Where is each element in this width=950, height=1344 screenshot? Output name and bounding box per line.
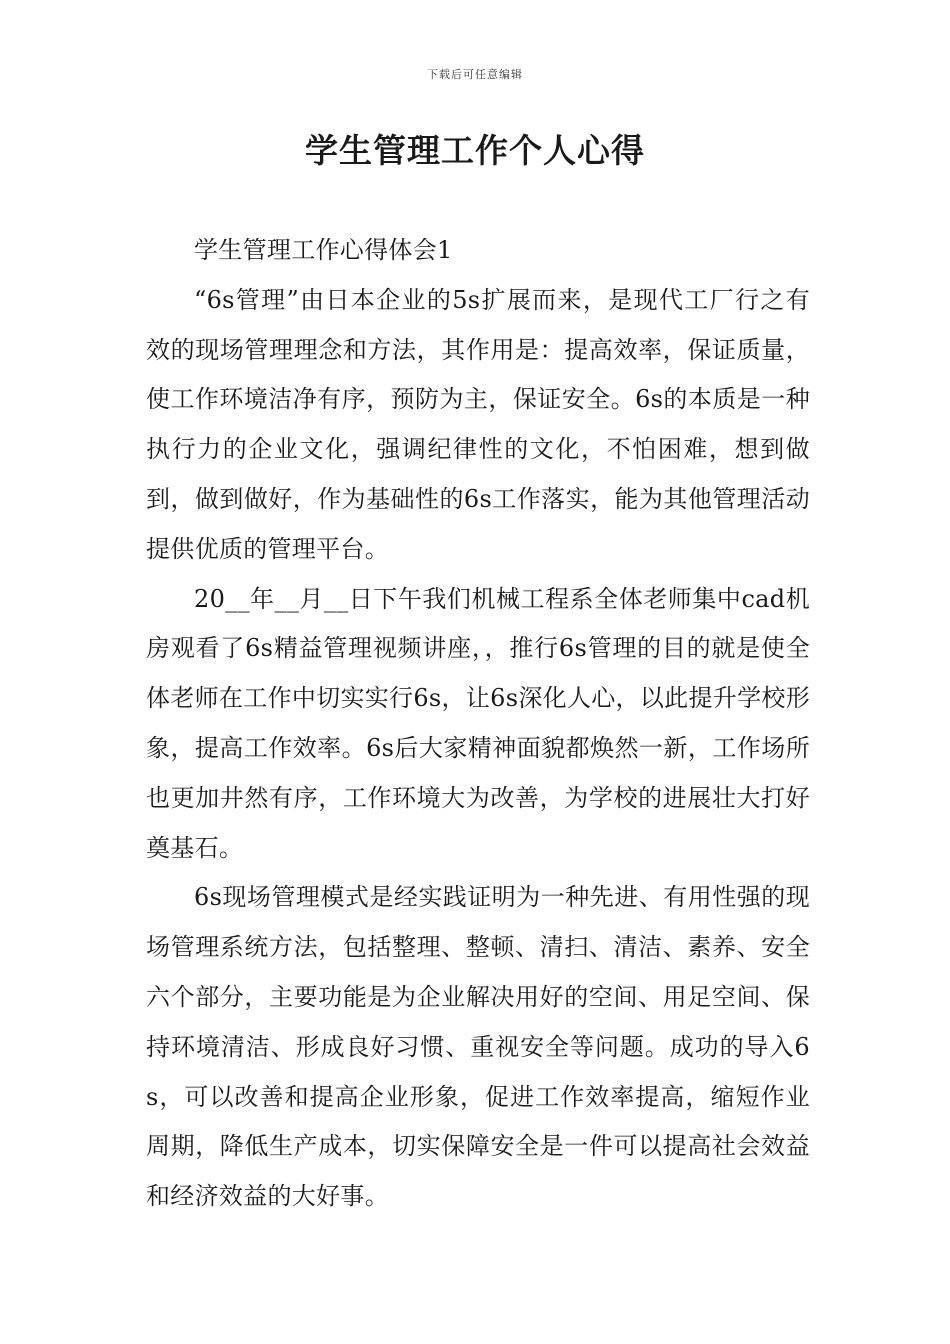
paragraph: 20__年__月__日下午我们机械工程系全体老师集中cad机房观看了6s精益管理视频讲座，，推行6s管理的目的就是使全体老师在工作中切实实行6s，让6s深化人心，以此提升学校形象，提高工作效率。6s后大家精神面貌都焕然一新，工作场所也更加井然有序，工作环境大为改善，为学校的进展壮大打好奠基石。 <box>146 584 810 862</box>
section-heading: 学生管理工作心得体会1 <box>194 236 453 264</box>
paragraph: 6s现场管理模式是经实践证明为一种先进、有用性强的现场管理系统方法，包括整理、整顿、清扫、清洁、素养、安全六个部分，主要功能是为企业解决用好的空间、用足空间、保持环境清洁、形成良好习惯、重视安全等问题。成功的导入6s，可以改善和提高企业形象，促进工作效率提高，缩短作业周期，降低生产成本，切实保障安全是一件可以提高社会效益和经济效益的大好事。 <box>146 883 810 1211</box>
document-body <box>146 226 810 1222</box>
document-title: 学生管理工作个人心得 <box>305 131 645 170</box>
paragraph: “6s管理”由日本企业的5s扩展而来，是现代工厂行之有效的现场管理理念和方法，其作用是：提高效率，保证质量，使工作环境洁净有序，预防为主，保证安全。6s的本质是一种执行力的企业文化，强调纪律性的文化，不怕困难，想到做到，做到做好，作为基础性的6s工作落实，能为其他管理活动提供优质的管理平台。 <box>146 285 810 563</box>
header-note: 下载后可任意编辑 <box>427 68 523 81</box>
